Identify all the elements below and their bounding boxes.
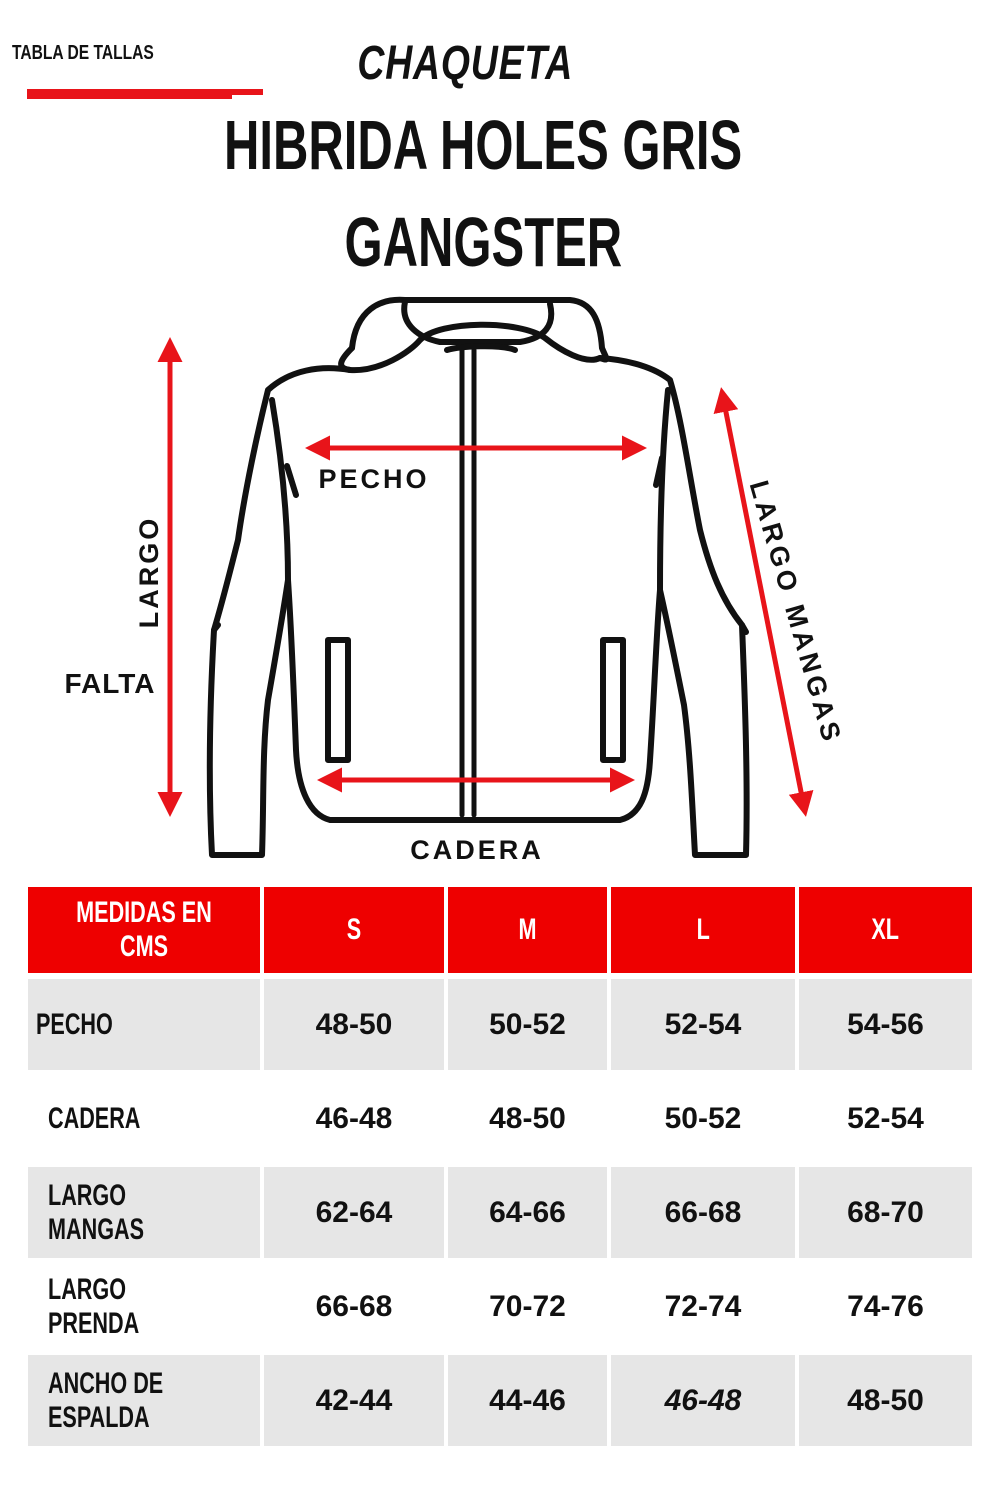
header-cell-size-m: M	[448, 887, 611, 979]
tag-underline-notch	[232, 95, 267, 100]
table-cell: 68-70	[799, 1167, 972, 1258]
table-cell: 52-54	[799, 1070, 972, 1167]
largo-mangas-label: LARGO MANGAS	[743, 477, 848, 748]
product-title-line-1: HIBRIDA HOLES GRIS	[223, 106, 743, 184]
table-cell: 66-68	[264, 1258, 448, 1355]
table-cell: 46-48	[264, 1070, 448, 1167]
row-label-pecho: PECHO	[28, 979, 264, 1070]
header-cell-measure: MEDIDAS EN CMS	[28, 887, 264, 979]
table-row	[28, 1355, 972, 1446]
table-header-row	[28, 887, 972, 979]
table-cell: 72-74	[611, 1258, 799, 1355]
largo-label: LARGO	[134, 515, 164, 629]
row-label-ancho-de-espalda: ANCHO DE ESPALDA	[28, 1355, 264, 1446]
table-cell: 46-48	[611, 1355, 799, 1446]
row-label-cadera: CADERA	[28, 1070, 264, 1167]
table-row	[28, 1167, 972, 1258]
product-title-line-2: GANGSTER	[344, 203, 622, 281]
table-cell: 50-52	[448, 979, 611, 1070]
size-chart-tag: TABLA DE TALLAS	[12, 42, 154, 64]
table-cell: 52-54	[611, 979, 799, 1070]
table-cell: 62-64	[264, 1167, 448, 1258]
table-row	[28, 1258, 972, 1355]
table-cell: 54-56	[799, 979, 972, 1070]
table-cell: 48-50	[799, 1355, 972, 1446]
table-cell: 74-76	[799, 1258, 972, 1355]
table-cell: 50-52	[611, 1070, 799, 1167]
header-cell-size-s: S	[264, 887, 448, 979]
table-row	[28, 979, 972, 1070]
table-cell: 48-50	[264, 979, 448, 1070]
jacket-measurement-diagram	[0, 280, 1000, 880]
header-cell-size-xl: XL	[799, 887, 972, 979]
table-cell: 44-46	[448, 1355, 611, 1446]
table-cell: 66-68	[611, 1167, 799, 1258]
row-label-largo-mangas: LARGO MANGAS	[28, 1167, 264, 1258]
jacket-outline	[210, 300, 747, 855]
pecho-label: PECHO	[318, 464, 430, 494]
table-cell: 42-44	[264, 1355, 448, 1446]
table-cell: 64-66	[448, 1167, 611, 1258]
table-cell: 48-50	[448, 1070, 611, 1167]
product-subtitle: CHAQUETA	[357, 37, 573, 90]
size-table	[28, 887, 972, 1446]
table-row	[28, 1070, 972, 1167]
row-label-largo-prenda: LARGO PRENDA	[28, 1258, 264, 1355]
table-cell: 70-72	[448, 1258, 611, 1355]
cadera-label: CADERA	[410, 835, 544, 865]
header-cell-size-l: L	[611, 887, 799, 979]
falta-label: FALTA	[64, 668, 156, 699]
